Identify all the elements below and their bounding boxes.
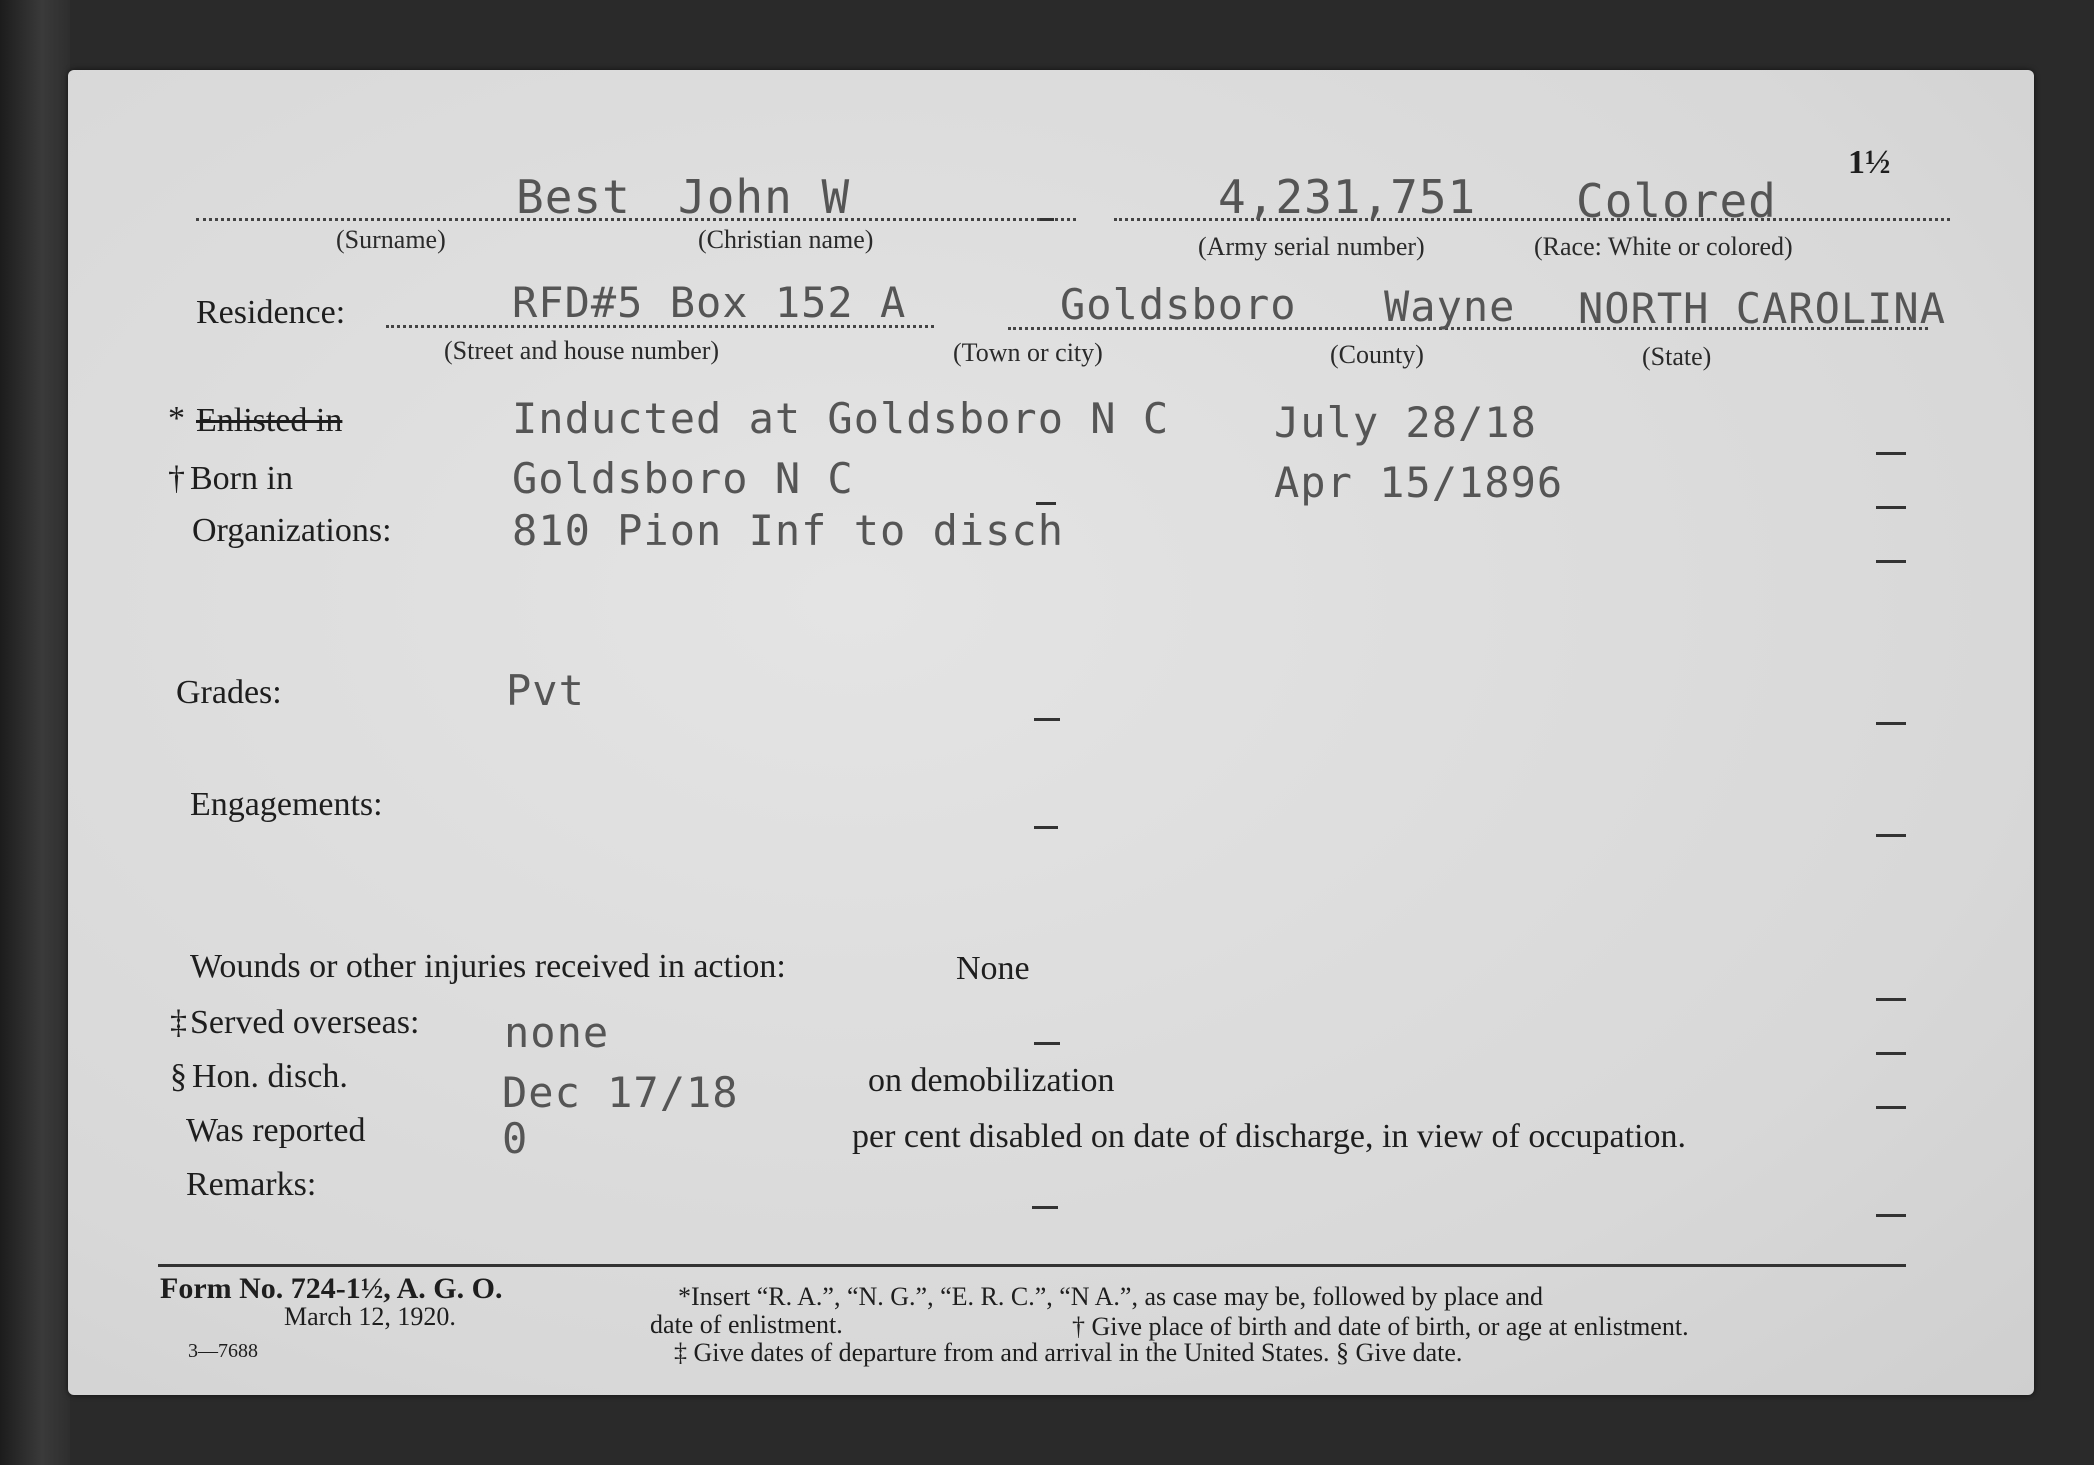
overseas-value: none xyxy=(504,1008,610,1057)
serial-number-label: (Army serial number) xyxy=(1198,232,1425,261)
street-label: (Street and house number) xyxy=(444,336,720,365)
name-separator-dash xyxy=(1040,218,1054,221)
organizations-label: Organizations: xyxy=(192,512,392,549)
enlisted-value: Inducted at Goldsboro N C xyxy=(512,394,1170,443)
state-label: (State) xyxy=(1642,342,1712,371)
engagements-mid-dash xyxy=(1034,826,1058,829)
reported-label: Was reported xyxy=(186,1112,366,1149)
hondisch-reason: on demobilization xyxy=(868,1062,1115,1099)
surname-value: Best xyxy=(516,170,631,224)
service-record-card xyxy=(68,70,2034,1395)
race-value: Colored xyxy=(1576,174,1777,228)
residence-label: Residence: xyxy=(196,294,346,331)
organizations-dash xyxy=(1876,560,1906,563)
grades-mid-dash xyxy=(1034,718,1060,721)
wounds-dash xyxy=(1876,998,1906,1001)
christian-name-label: (Christian name) xyxy=(698,225,874,254)
footnote-2a: date of enlistment. xyxy=(650,1310,843,1339)
born-dash xyxy=(1876,506,1906,509)
born-mid-dash xyxy=(1036,502,1056,505)
race-label: (Race: White or colored) xyxy=(1534,232,1793,261)
scanner-edge xyxy=(0,0,70,1465)
form-number: Form No. 724-1½, A. G. O. xyxy=(160,1272,503,1305)
grades-label: Grades: xyxy=(176,674,282,711)
remarks-dash xyxy=(1876,1214,1906,1217)
engagements-dash xyxy=(1876,834,1906,837)
reported-value: 0 xyxy=(502,1114,529,1163)
enlisted-marker: * xyxy=(168,400,185,437)
form-date: March 12, 1920. xyxy=(284,1302,456,1331)
hondisch-dash xyxy=(1876,1106,1906,1109)
reported-text: per cent disabled on date of discharge, in view of occupation. xyxy=(852,1118,1686,1155)
engagements-label: Engagements: xyxy=(190,786,383,823)
street-value: RFD#5 Box 152 A xyxy=(512,278,907,327)
born-label: Born in xyxy=(190,460,293,497)
born-marker: † xyxy=(168,460,185,497)
footnote-3: ‡ Give dates of departure from and arrival in the United States. § Give date. xyxy=(674,1338,1463,1367)
card-number: 1½ xyxy=(1848,144,1891,181)
print-code: 3—7688 xyxy=(188,1340,258,1362)
grades-dash xyxy=(1876,722,1906,725)
wounds-value: None xyxy=(956,950,1030,987)
enlisted-dash xyxy=(1876,452,1906,455)
wounds-label: Wounds or other injuries received in action: xyxy=(190,948,786,985)
footnote-1: *Insert “R. A.”, “N. G.”, “E. R. C.”, “N A.”, as case may be, followed by place and xyxy=(678,1282,1543,1311)
hondisch-value: Dec 17/18 xyxy=(502,1068,739,1117)
town-label: (Town or city) xyxy=(953,338,1103,367)
state-value: NORTH CAROLINA xyxy=(1578,284,1947,333)
overseas-marker: ‡ xyxy=(170,1004,187,1041)
remarks-mid-dash xyxy=(1032,1206,1058,1209)
county-value: Wayne xyxy=(1384,282,1516,331)
county-label: (County) xyxy=(1330,340,1424,369)
footnote-2b: † Give place of birth and date of birth, or age at enlistment. xyxy=(1072,1312,1689,1341)
organizations-value: 810 Pion Inf to disch xyxy=(512,506,1065,555)
footer-rule xyxy=(158,1264,1906,1267)
born-date: Apr 15/1896 xyxy=(1274,458,1564,507)
enlisted-label: Enlisted in xyxy=(196,402,343,439)
town-value: Goldsboro xyxy=(1060,280,1297,329)
overseas-mid-dash xyxy=(1034,1042,1060,1045)
surname-label: (Surname) xyxy=(336,225,446,254)
enlisted-date: July 28/18 xyxy=(1274,398,1537,447)
overseas-label: Served overseas: xyxy=(190,1004,420,1041)
name-line xyxy=(196,218,1076,221)
overseas-dash xyxy=(1876,1052,1906,1055)
hondisch-marker: § xyxy=(170,1058,187,1095)
born-value: Goldsboro N C xyxy=(512,454,854,503)
hondisch-label: Hon. disch. xyxy=(192,1058,348,1095)
remarks-label: Remarks: xyxy=(186,1166,317,1203)
serial-number-value: 4,231,751 xyxy=(1218,170,1477,224)
christian-name-value: John W xyxy=(678,170,851,224)
grades-value: Pvt xyxy=(506,666,585,715)
